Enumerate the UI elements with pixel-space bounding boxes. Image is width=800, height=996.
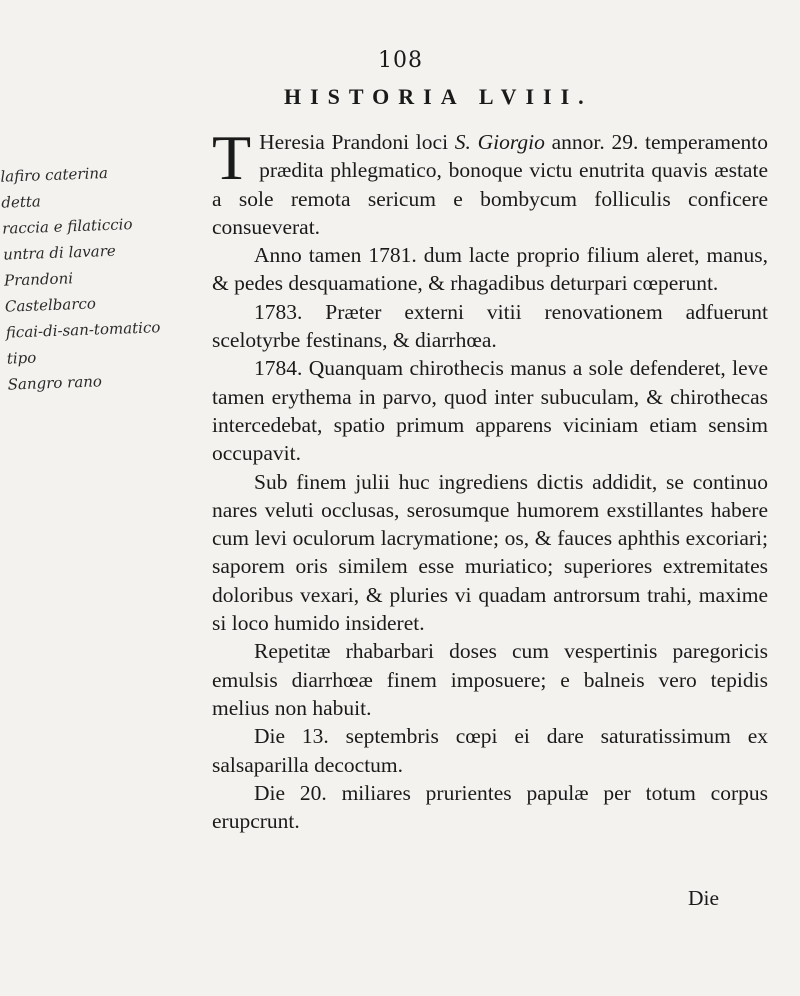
drop-cap: T <box>212 122 252 193</box>
body-text <box>212 122 769 835</box>
paragraph-text: annor. 29. temperamento prædita phlegmatico, bonoque victu enutrita quavis æstate a sole remota sericum e bombycum folliculis conficere consueverat. <box>212 130 769 239</box>
margin-note-line: Sangro rano <box>7 372 103 394</box>
handwritten-margin-note <box>0 156 216 397</box>
paragraph: Die 20. miliares prurientes papulæ per totum corpus erupcrunt. <box>212 780 768 834</box>
paragraph: 1783. Præter externi vitii renovationem adfuerunt scelotyrbe festinans, & diarrhœa. <box>212 299 768 353</box>
margin-note-line: tipo <box>6 348 37 368</box>
margin-note-line: detta <box>1 192 42 212</box>
paragraph: Die 13. septembris cœpi ei dare saturatissimum ex salsaparilla decoctum. <box>212 724 768 777</box>
paragraph: Repetitæ rhabarbari doses cum vespertinis paregoricis emulsis diarrhœæ finem imposuere; e balneis vero tepidis melius non habuit. <box>212 639 768 720</box>
paragraph: 1784. Quanquam chirothecis manus a sole defenderet, leve tamen erythema in parvo, quod inter subuculam, & chirothecas intercedebat, spatio primum apparens viciniam etiam sensim occupavit. <box>212 356 768 466</box>
paragraph: Sub finem julii huc ingrediens dictis addidit, se continuo nares veluti occlusas, serosumque humorem exstillantes habere cum levi oculorum lacrymatione; os, & fauces aphthis excoriari; saporem oris similem esse muriatico; superiores extremitates doloribus vexari, & pluries vi quadam antrorsum trahi, maxime si loco humido insideret. <box>212 469 768 636</box>
place-name: S. Giorgio <box>454 130 545 154</box>
paragraph-text: Heresia Prandoni loci <box>259 130 455 154</box>
margin-note-line: Prandoni <box>3 269 74 290</box>
paragraph <box>212 122 769 241</box>
margin-note-line: raccia e filaticcio <box>1 215 133 238</box>
running-head: HISTORIA LVIII. <box>284 84 593 109</box>
paragraph: Anno tamen 1781. dum lacte proprio filium aleret, manus, & pedes desquamatione, & rhagadibus deturpari cœperunt. <box>212 243 768 296</box>
margin-note-line: lafiro caterina <box>0 163 109 186</box>
margin-note-line: ficai-di-san-tomatico <box>5 318 161 342</box>
catchword: Die <box>688 886 720 910</box>
margin-note-line: Castelbarco <box>4 294 97 316</box>
page-number: 108 <box>378 48 423 73</box>
margin-note-line: untra di lavare <box>2 241 117 264</box>
